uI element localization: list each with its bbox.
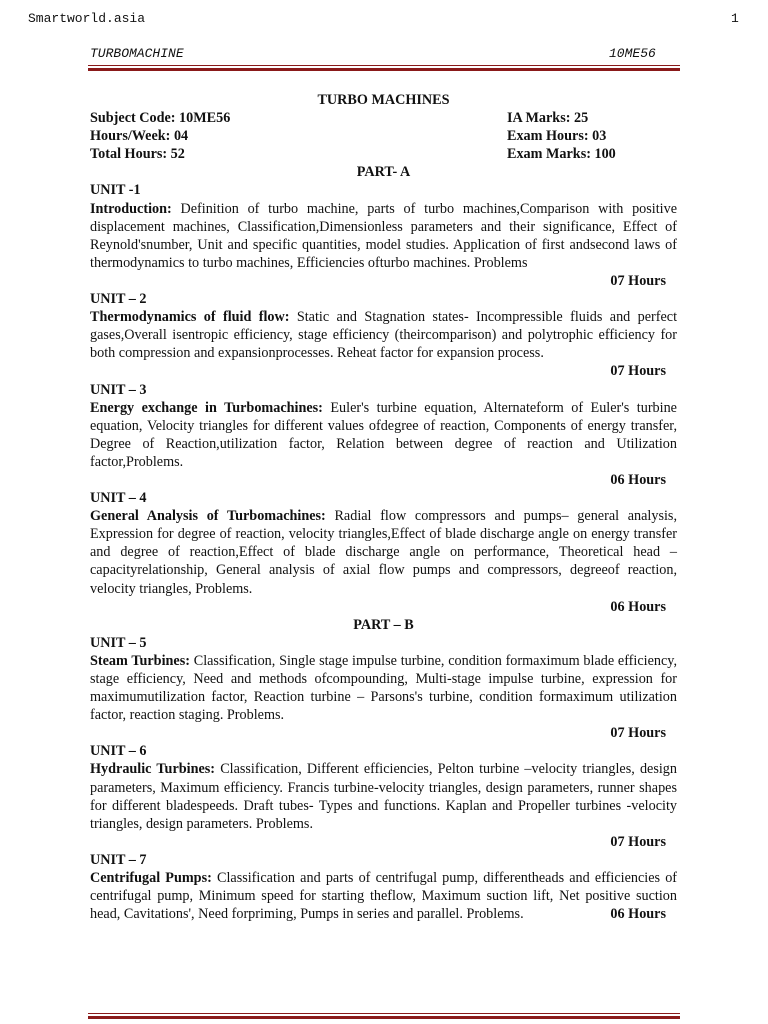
unit-section	[90, 634, 677, 743]
unit-text: Classification, Different efficiencies, Pelton turbine –velocity triangles, design parameters, Maximum efficiency. Francis turbine-velocity triangles, design parameters, runner shapes for different bladespeeds. Draft tubes- Types and functions. Kaplan and Propeller turbines -velocity triangles, design parameters. Problems.	[90, 761, 677, 832]
unit-text: Definition of turbo machine, parts of turbo machines,Comparison with positive displacement machines, Classification,Dimensionless parameters and their significance, Effect of Reynold'snumber, Unit and specific quantities, model studies. Application of first andsecond laws of thermodynamics to turbo machines, Efficiencies ofturbo machines. Problems	[90, 200, 677, 271]
header-rule	[88, 65, 680, 71]
unit-description	[90, 652, 677, 724]
unit-text: Classification, Single stage impulse turbine, condition formaximum blade efficiency, stage efficiency, Need and methods ofcompounding, Multi-stage impulse turbine, expression for maximumutilization factor, Reaction turbine – Parsons's turbine, condition formaximum utilization factor, reaction staging. Problems.	[90, 652, 677, 724]
unit-description	[90, 399, 677, 471]
running-header-code: 10ME56	[609, 46, 656, 61]
unit-section	[90, 851, 677, 923]
ia-marks: IA Marks: 25	[507, 110, 589, 127]
unit-description	[90, 200, 677, 272]
running-header-title: TURBOMACHINE	[90, 46, 184, 61]
unit-hours: 06 Hours	[610, 471, 666, 488]
hours-week: Hours/Week: 04	[90, 128, 189, 145]
unit-title: UNIT – 2	[90, 291, 147, 308]
footer-rule	[88, 1013, 680, 1019]
unit-section	[90, 489, 677, 616]
unit-section	[90, 381, 677, 490]
unit-hours: 06 Hours	[610, 906, 666, 923]
syllabus-content	[90, 91, 677, 923]
unit-title: UNIT – 6	[90, 743, 147, 760]
subject-code: Subject Code: 10ME56	[90, 110, 231, 127]
unit-text: Static and Stagnation states- Incompressible fluids and perfect gases,Overall isentropic efficiency, stage efficiency (theircomparison) and polytrophic efficiency for both compression and expansionprocesses. Reheat factor for expansion process.	[90, 309, 678, 362]
total-hours: Total Hours: 52	[90, 146, 185, 163]
unit-hours: 07 Hours	[610, 272, 666, 289]
unit-hours: 06 Hours	[610, 598, 666, 615]
unit-section	[90, 290, 677, 380]
unit-lead: Hydraulic Turbines:	[90, 761, 216, 778]
unit-lead: Energy exchange in Turbomachines:	[90, 399, 323, 416]
unit-description	[90, 308, 677, 362]
unit-hours: 07 Hours	[610, 725, 666, 742]
unit-title: UNIT – 4	[90, 490, 147, 507]
exam-hours: Exam Hours: 03	[507, 128, 607, 145]
unit-title: UNIT – 7	[90, 851, 147, 868]
unit-hours: 07 Hours	[610, 833, 666, 850]
unit-title: UNIT – 5	[90, 634, 147, 651]
unit-description	[90, 760, 677, 832]
unit-text: Classification and parts of centrifugal pump, differentheads and efficiencies of centrifugal pump, Minimum speed for starting theflow, Maximum suction lift, Net positive suction head, Cavitations', Need forpriming, Pumps in series and parallel. Problems.	[90, 870, 678, 923]
unit-title: UNIT -1	[90, 182, 141, 199]
unit-lead: Introduction:	[90, 200, 172, 217]
exam-marks: Exam Marks: 100	[507, 146, 616, 163]
unit-section	[90, 181, 677, 290]
unit-lead: General Analysis of Turbomachines:	[90, 508, 326, 525]
unit-section	[90, 742, 677, 851]
unit-description	[90, 507, 677, 597]
unit-lead: Steam Turbines:	[90, 652, 190, 669]
info-row-2	[90, 127, 677, 145]
page-number: 1	[731, 11, 739, 26]
part-a-heading: PART- A	[356, 164, 411, 181]
part-b-heading: PART – B	[353, 616, 414, 633]
unit-hours: 07 Hours	[610, 363, 666, 380]
unit-text: Radial flow compressors and pumps– general analysis, Expression for degree of reaction, velocity triangles,Effect of blade discharge angle on energy transfer and degree of reaction,Effect of blade discharge angle on performance, Theoretical head – capacityrelationship, General analysis of axial flow pumps and compressors, degreeof reaction, velocity triangles, Problems.	[90, 508, 678, 597]
info-row-1	[90, 109, 677, 127]
unit-lead: Thermodynamics of fluid flow:	[90, 309, 290, 326]
unit-title: UNIT – 3	[90, 381, 147, 398]
info-row-3	[90, 145, 677, 163]
site-name: Smartworld.asia	[28, 11, 146, 26]
unit-text: Euler's turbine equation, Alternateform of Euler's turbine equation, Velocity triangles for different values ofdegree of reaction, Components of energy transfer, Degree of Reaction,utilization factor, Relation between degree of reaction and Utilization factor,Problems.	[90, 399, 677, 470]
document-title: TURBO MACHINES	[317, 92, 450, 108]
unit-lead: Centrifugal Pumps:	[90, 870, 212, 887]
